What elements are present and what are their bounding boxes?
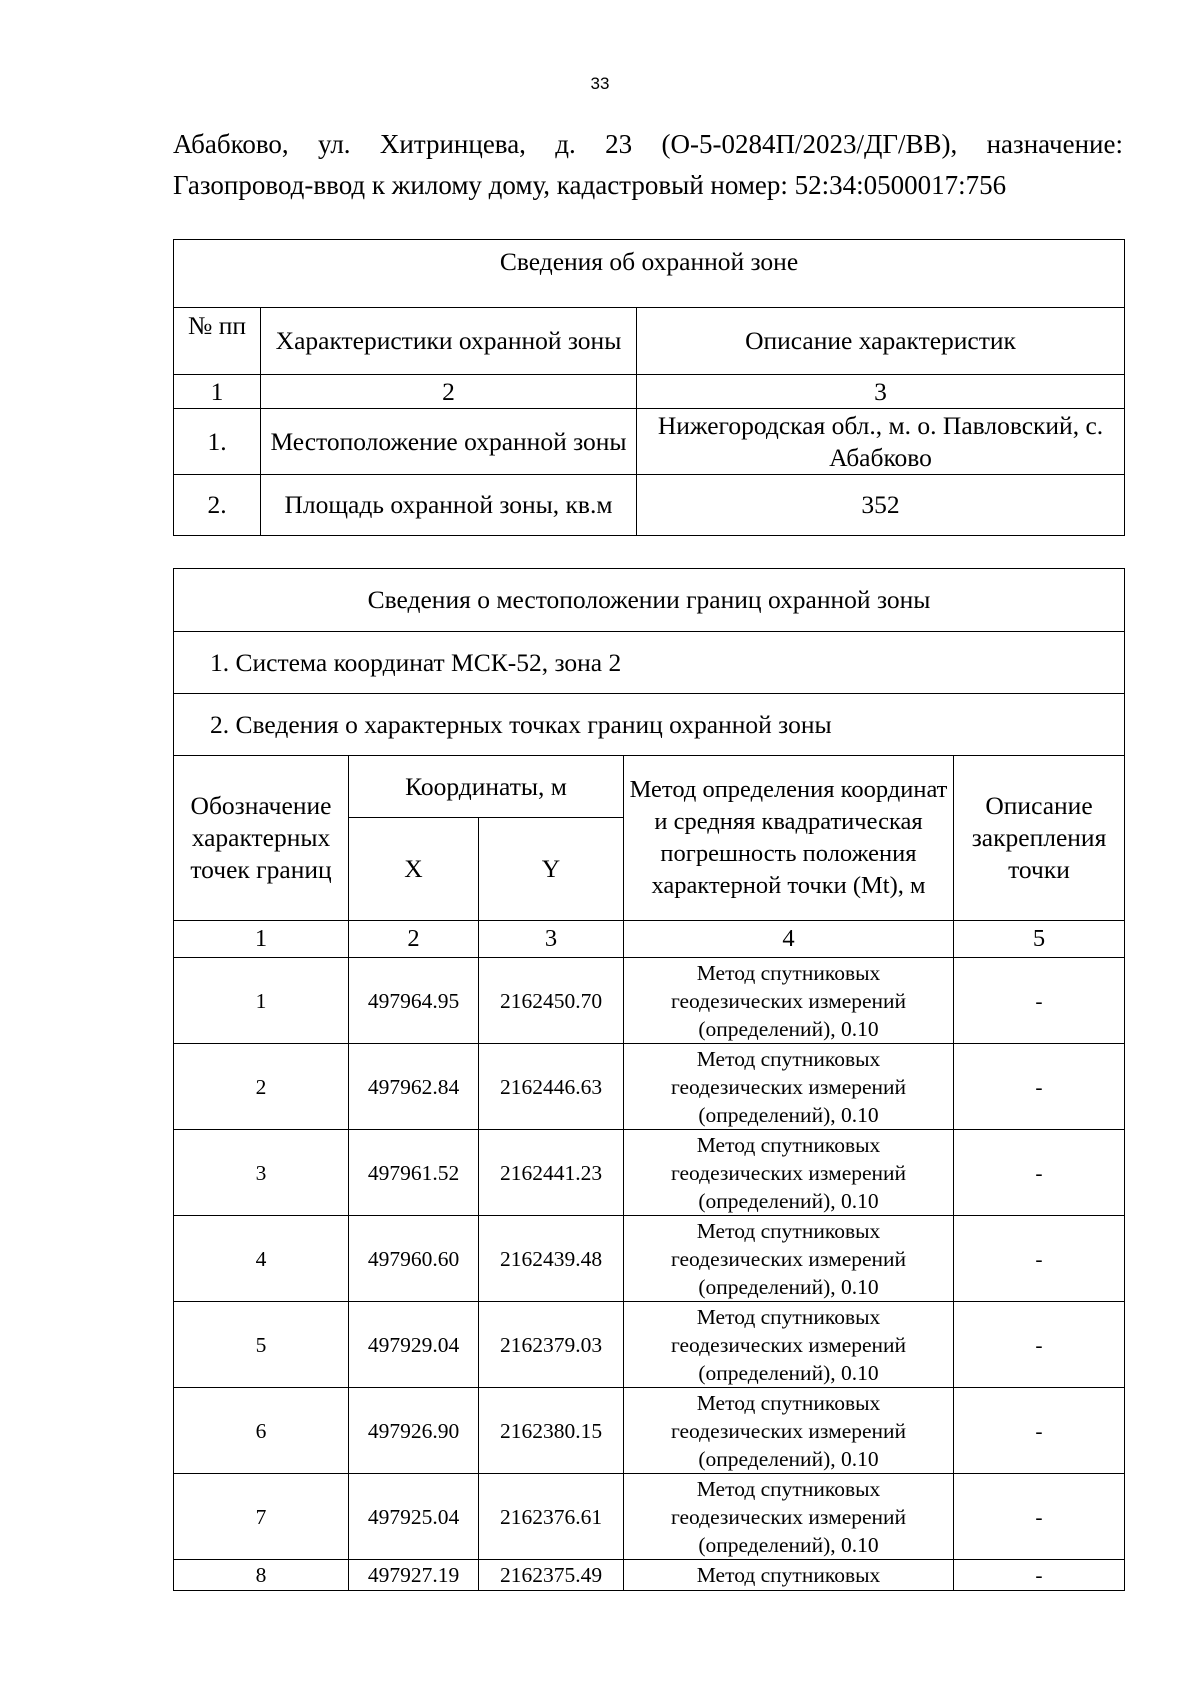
col-number: 4 (624, 921, 954, 958)
point-fix: - (954, 1216, 1125, 1302)
intro-paragraph (173, 124, 1123, 206)
point-fix: - (954, 958, 1125, 1044)
point-x: 497962.84 (349, 1044, 479, 1130)
point-x: 497926.90 (349, 1388, 479, 1474)
intro-line-2: Газопровод-ввод к жилому дому, кадастровый номер: 52:34:0500017:756 (173, 170, 1007, 200)
point-fix: - (954, 1130, 1125, 1216)
col-number: 2 (349, 921, 479, 958)
zone-header-description: Описание характеристик (637, 308, 1125, 375)
table-row (174, 1302, 1125, 1388)
point-y: 2162446.63 (479, 1044, 624, 1130)
col-number: 3 (479, 921, 624, 958)
col-number: 1 (174, 921, 349, 958)
point-id: 8 (174, 1560, 349, 1591)
point-method: Метод спутниковых геодезических измерений (определений), 0.10 (624, 1474, 954, 1560)
point-y: 2162376.61 (479, 1474, 624, 1560)
point-id: 5 (174, 1302, 349, 1388)
zone-row-number: 2. (174, 475, 261, 536)
zone-table-title: Сведения об охранной зоне (174, 240, 1125, 308)
point-id: 4 (174, 1216, 349, 1302)
table-row (174, 1216, 1125, 1302)
header-x: X (349, 818, 479, 921)
points-section-title: 2. Сведения о характерных точках границ охранной зоны (174, 694, 1125, 756)
zone-row-description: Нижегородская обл., м. о. Павловский, с. Абабково (637, 409, 1125, 475)
coordinate-system: 1. Система координат МСК-52, зона 2 (174, 632, 1125, 694)
point-method: Метод спутниковых геодезических измерений (определений), 0.10 (624, 1044, 954, 1130)
zone-row-characteristic: Местоположение охранной зоны (261, 409, 637, 475)
header-method: Метод определения координат и средняя квадратическая погрешность положения характерной точки (Mt), м (624, 756, 954, 921)
boundary-table-title: Сведения о местоположении границ охранной зоны (174, 569, 1125, 632)
header-point: Обозначение характерных точек границ (174, 756, 349, 921)
intro-line-1: Абабково, ул. Хитринцева, д. 23 (О-5-0284П/2023/ДГ/ВВ), назначение: (173, 129, 1123, 159)
point-y: 2162439.48 (479, 1216, 624, 1302)
table-row (174, 475, 1125, 536)
point-y: 2162441.23 (479, 1130, 624, 1216)
zone-row-number: 1. (174, 409, 261, 475)
point-id: 3 (174, 1130, 349, 1216)
point-id: 2 (174, 1044, 349, 1130)
point-id: 7 (174, 1474, 349, 1560)
header-coords: Координаты, м (349, 756, 624, 818)
point-id: 6 (174, 1388, 349, 1474)
point-y: 2162375.49 (479, 1560, 624, 1591)
zone-header-number: № пп (174, 308, 261, 375)
zone-col-number: 1 (174, 375, 261, 409)
zone-col-number: 2 (261, 375, 637, 409)
point-method: Метод спутниковых (624, 1560, 954, 1591)
table-row (174, 1044, 1125, 1130)
zone-header-characteristic: Характеристики охранной зоны (261, 308, 637, 375)
boundary-points-table (173, 568, 1125, 1591)
point-y: 2162379.03 (479, 1302, 624, 1388)
header-y: Y (479, 818, 624, 921)
point-y: 2162380.15 (479, 1388, 624, 1474)
table-row (174, 1474, 1125, 1560)
protection-zone-table (173, 239, 1125, 536)
point-y: 2162450.70 (479, 958, 624, 1044)
point-fix: - (954, 1044, 1125, 1130)
point-method: Метод спутниковых геодезических измерений (определений), 0.10 (624, 958, 954, 1044)
point-x: 497961.52 (349, 1130, 479, 1216)
header-fix: Описание закрепления точки (954, 756, 1125, 921)
table-row (174, 958, 1125, 1044)
page-number: 33 (590, 74, 610, 93)
zone-col-number: 3 (637, 375, 1125, 409)
zone-row-description: 352 (637, 475, 1125, 536)
zone-row-characteristic: Площадь охранной зоны, кв.м (261, 475, 637, 536)
point-fix: - (954, 1302, 1125, 1388)
point-id: 1 (174, 958, 349, 1044)
point-method: Метод спутниковых геодезических измерений (определений), 0.10 (624, 1302, 954, 1388)
point-x: 497960.60 (349, 1216, 479, 1302)
point-method: Метод спутниковых геодезических измерений (определений), 0.10 (624, 1130, 954, 1216)
point-method: Метод спутниковых геодезических измерений (определений), 0.10 (624, 1388, 954, 1474)
point-fix: - (954, 1560, 1125, 1591)
table-row (174, 409, 1125, 475)
point-x: 497964.95 (349, 958, 479, 1044)
point-method: Метод спутниковых геодезических измерений (определений), 0.10 (624, 1216, 954, 1302)
point-x: 497929.04 (349, 1302, 479, 1388)
point-fix: - (954, 1474, 1125, 1560)
point-fix: - (954, 1388, 1125, 1474)
col-number: 5 (954, 921, 1125, 958)
table-row (174, 1388, 1125, 1474)
table-row (174, 1560, 1125, 1591)
table-row (174, 1130, 1125, 1216)
point-x: 497927.19 (349, 1560, 479, 1591)
point-x: 497925.04 (349, 1474, 479, 1560)
